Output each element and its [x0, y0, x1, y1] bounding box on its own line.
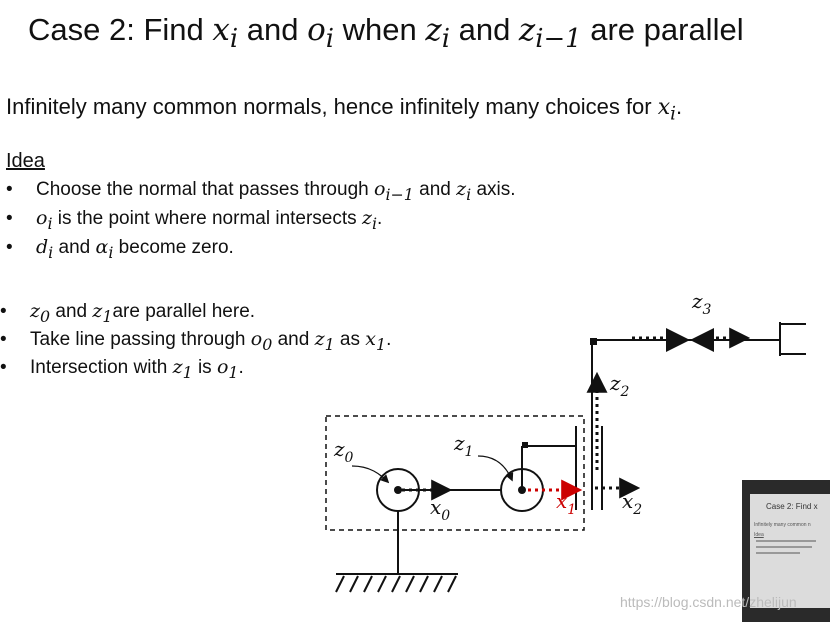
idea-heading: Idea — [6, 150, 45, 172]
example-bullet-2: • Take line passing through $o_0$ and $z_1$ as $x_1$. — [0, 328, 392, 354]
example-bullet-3: • Intersection with $z_1$ is $o_1$. — [0, 356, 244, 382]
thumbnail-heading: Idea — [754, 532, 764, 538]
thumbnail-slide — [750, 494, 830, 608]
thumbnail-title: Case 2: Find x — [766, 502, 818, 511]
idea-bullet-1: • Choose the normal that passes through $o_{i-1}$ and $z_i$ axis. — [6, 178, 516, 204]
svg-text:z1: $z_1$ — [454, 431, 474, 460]
slide-title: Case 2: Find $x_i$ and $o_i$ when $z_i$ and $z_{i-1}$ are parallel — [28, 12, 744, 55]
svg-text:x1: $x_1$ — [556, 489, 577, 518]
svg-text:z0: $z_0$ — [334, 437, 354, 466]
idea-bullet-2: • $o_i$ is the point where normal intersects $z_i$. — [6, 207, 383, 233]
intro-text: Infinitely many common normals, hence infinitely many choices for $x_i$. — [6, 94, 683, 125]
ground-hatch — [336, 576, 456, 592]
thumbnail-intro: Infinitely many common n — [754, 522, 811, 528]
idea-bullet-3: • $d_i$ and $\alpha_i$ become zero. — [6, 236, 234, 262]
example-bullet-1: • $z_0$ and $z_1are$ parallel here. — [0, 300, 256, 326]
svg-text:z2: $z_2$ — [610, 371, 630, 400]
watermark: https://blog.csdn.net/zhelijun — [620, 594, 797, 610]
svg-text:x0: $x_0$ — [430, 495, 451, 524]
svg-text:z3: $z_3$ — [692, 289, 712, 318]
joint-3-right-icon — [690, 328, 714, 352]
joint-3-left-icon — [666, 328, 690, 352]
svg-text:x2: $x_2$ — [622, 489, 643, 518]
